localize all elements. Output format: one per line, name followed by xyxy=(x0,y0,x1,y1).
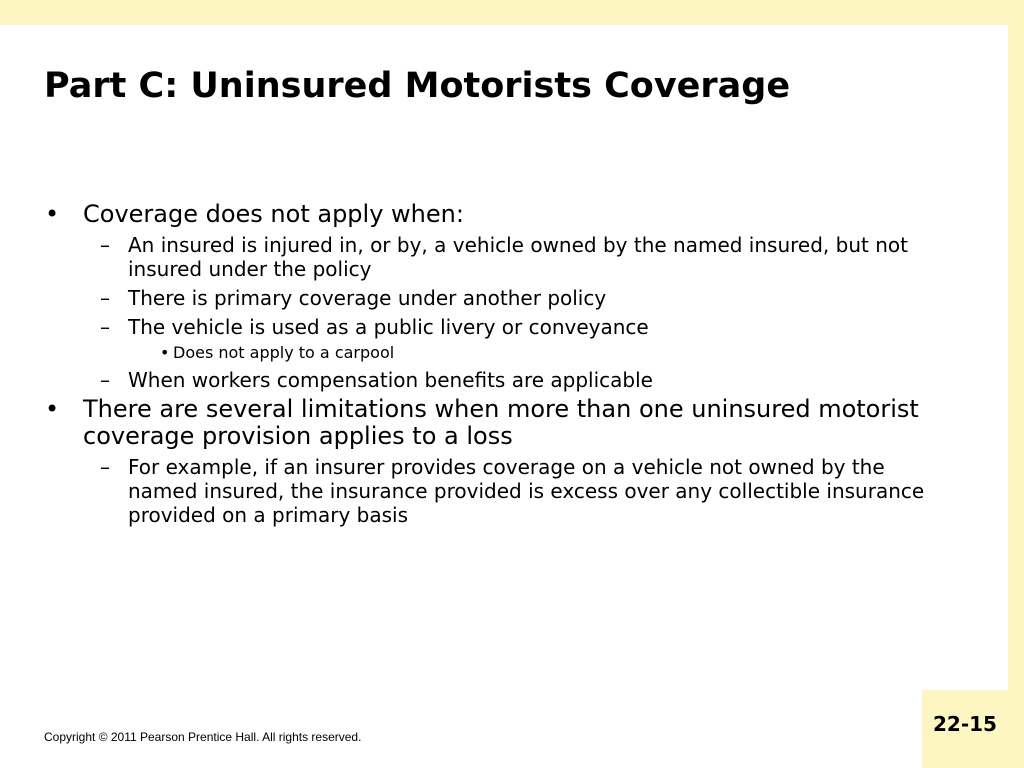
sub-bullet xyxy=(44,455,956,527)
bullet-text: Coverage does not apply when: xyxy=(83,200,464,228)
copyright-notice: Copyright © 2011 Pearson Prentice Hall. All rights reserved. xyxy=(44,730,362,744)
dash-marker: – xyxy=(100,286,110,310)
slide-content xyxy=(44,197,956,527)
dash-marker: – xyxy=(100,315,110,339)
sub-sub-bullet-text: Does not apply to a carpool xyxy=(173,343,395,362)
bullet-text: There are several limitations when more than one uninsured motorist coverage provision applies to a loss xyxy=(83,395,919,450)
dash-marker: – xyxy=(100,233,110,257)
dash-marker: – xyxy=(100,368,110,392)
sub-bullet-text: The vehicle is used as a public livery or conveyance xyxy=(128,315,649,339)
slide-number: 22-15 xyxy=(933,712,997,736)
sub-bullet-text: For example, if an insurer provides coverage on a vehicle not owned by the named insured, the insurance provided is excess over any collectible insurance provided on a primary basis xyxy=(128,455,925,527)
bullet-marker: • xyxy=(160,343,170,362)
sub-bullet-text: When workers compensation benefits are applicable xyxy=(128,368,653,392)
sub-bullet xyxy=(44,233,956,281)
bullet-limitations xyxy=(44,396,956,450)
sub-bullet xyxy=(44,315,956,339)
sub-sub-bullet xyxy=(44,343,956,363)
top-border-band xyxy=(0,0,1024,25)
slide-title: Part C: Uninsured Motorists Coverage xyxy=(44,66,791,106)
bullet-marker: • xyxy=(45,395,60,423)
bullet-marker: • xyxy=(45,200,60,228)
right-border-band xyxy=(1008,0,1024,768)
sub-bullet-text: There is primary coverage under another policy xyxy=(128,286,607,310)
dash-marker: – xyxy=(100,455,110,479)
sub-bullet xyxy=(44,368,956,392)
sub-bullet xyxy=(44,286,956,310)
bullet-coverage-exclusions xyxy=(44,201,956,228)
sub-bullet-text: An insured is injured in, or by, a vehicle owned by the named insured, but not insured under the policy xyxy=(128,233,908,281)
